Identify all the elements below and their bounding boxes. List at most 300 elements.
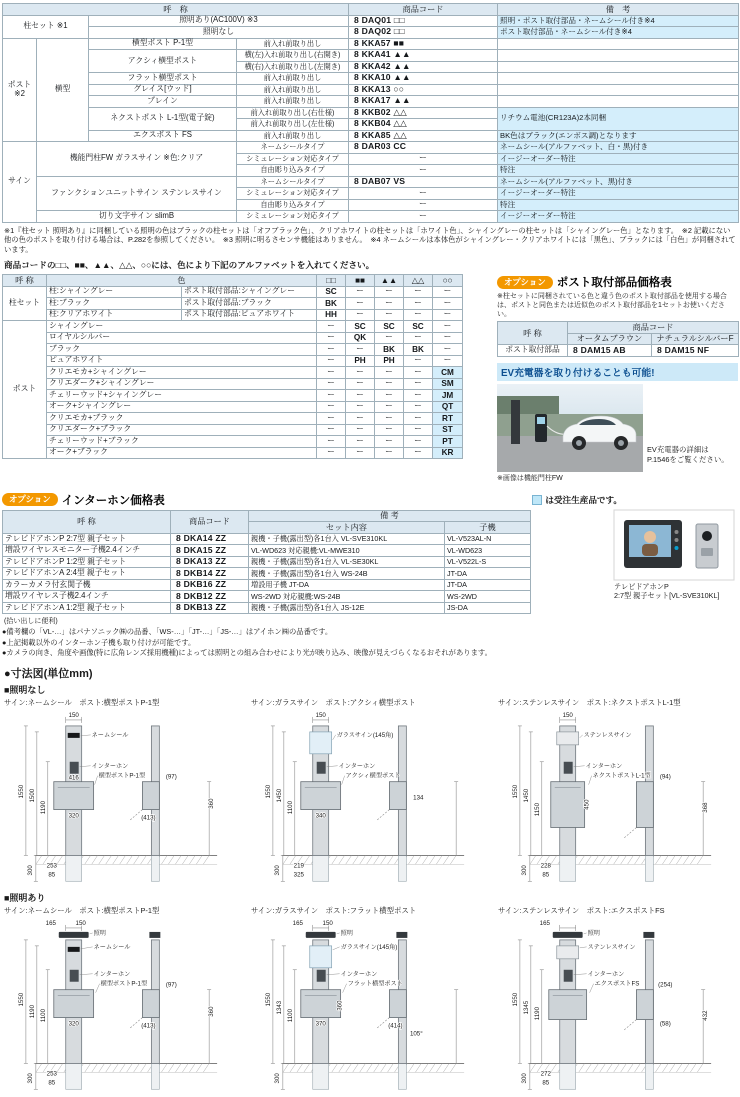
- table-row: [3, 378, 463, 390]
- product-code: 8 DKA15 ZZ: [171, 545, 249, 557]
- product-code: 8 DKB13 ZZ: [171, 602, 249, 614]
- cell: RT: [433, 413, 463, 425]
- dim-annotation: 横型ポストP-1型: [100, 980, 148, 988]
- cell: SC: [375, 321, 404, 333]
- cell: ー: [346, 447, 375, 459]
- cell: JS-DA: [445, 602, 531, 614]
- table-row: [3, 413, 463, 425]
- dim-annotation: ネームシール: [93, 944, 131, 952]
- cell: フラット横型ポスト: [89, 73, 237, 85]
- cell: JT-DA: [445, 568, 531, 580]
- cell: ー: [375, 298, 404, 310]
- dim-annotation: インターホン: [91, 762, 129, 770]
- note-line: ●上記掲載以外のインターホン子機も取り付けが可能です。: [2, 637, 196, 647]
- cell: ー: [346, 436, 375, 448]
- table-row: [3, 96, 739, 108]
- cell: BK色はブラック(エンボス調)となります: [498, 130, 739, 142]
- header-cell: △△: [404, 275, 433, 287]
- header-cell: □□: [317, 275, 346, 287]
- dim-annotation: 320: [68, 1020, 79, 1028]
- cell: ー: [317, 355, 346, 367]
- dim-annotation: 1450: [522, 788, 530, 803]
- header-cell: セット内容: [249, 522, 445, 534]
- cell: WS-2WD 対応親機:WS-24B: [249, 591, 445, 603]
- dim-annotation: 165: [539, 920, 550, 928]
- product-code: 8 KKA57 ■■: [349, 38, 498, 50]
- table-row: [3, 298, 463, 310]
- dim-annotation: 150: [68, 711, 79, 719]
- dim-annotation: インターホン: [587, 970, 625, 978]
- cell: JM: [433, 390, 463, 402]
- cell: イージーオーダー特注: [498, 211, 739, 223]
- dim-annotation: 253: [46, 1070, 57, 1078]
- cell: ー: [404, 401, 433, 413]
- dim-annotation: ガラスサイン(145角): [336, 731, 394, 739]
- product-code: 8 DAB07 VS: [349, 176, 498, 188]
- dim-annotation: 1550: [264, 784, 272, 799]
- intercom-section-header: [2, 492, 738, 508]
- cell: BK: [317, 298, 346, 310]
- color-code-note: 商品コードの□□、■■、▲▲、△△、○○には、色により下記のアルファベットを入れてください。: [4, 260, 375, 271]
- made-to-order-legend: [532, 494, 622, 506]
- cell: クリエダーク+シャイングレー: [47, 378, 317, 390]
- cell: 親機・子機(露出型)各1台入 VL-SE30KL: [249, 556, 445, 568]
- table-row: [498, 345, 739, 357]
- cell: ファンクションユニットサイン ステンレスサイン: [37, 176, 237, 211]
- dim-panel: [496, 904, 738, 1097]
- table-row: [498, 322, 739, 334]
- header-cell: 呼 称: [3, 4, 349, 16]
- cell: ー: [404, 298, 433, 310]
- cell: PT: [433, 436, 463, 448]
- cell: アクシィ横型ポスト: [89, 50, 237, 73]
- cell: HH: [317, 309, 346, 321]
- dim-annotation: 85: [542, 1079, 550, 1087]
- cell: ー: [404, 355, 433, 367]
- dim-annotation: 253: [46, 862, 57, 870]
- cell: テレビドアホンA 1:2型 親子セット: [3, 602, 171, 614]
- header-cell: 呼 称: [3, 275, 47, 287]
- product-code: 8 DKB12 ZZ: [171, 591, 249, 603]
- table-row: [3, 436, 463, 448]
- parts-section-header: [497, 274, 738, 290]
- cell: ー: [346, 344, 375, 356]
- cell: ー: [404, 424, 433, 436]
- cell: ー: [433, 321, 463, 333]
- dim-annotation: インターホン: [93, 970, 131, 978]
- cell: ー: [346, 298, 375, 310]
- cell: 照明あり(AC100V) ※3: [89, 15, 349, 27]
- dim-annotation: 450: [583, 799, 591, 810]
- cell: ー: [433, 355, 463, 367]
- product-code: 8 KKA42 ▲▲: [349, 61, 498, 73]
- table-row: [3, 176, 739, 188]
- cell: 親機・子機(露出型)各1台入 WS-24B: [249, 568, 445, 580]
- dim-panel-caption: サイン:ネームシール ポスト:横型ポストP-1型: [4, 906, 160, 916]
- header-cell: ■■: [346, 275, 375, 287]
- table-row: [3, 309, 463, 321]
- options-column: [497, 274, 738, 483]
- cell: ー: [346, 401, 375, 413]
- dim-annotation: (97): [165, 981, 177, 989]
- header-cell: 備 考: [498, 4, 739, 16]
- cell: 特注: [498, 199, 739, 211]
- cell: ー: [317, 332, 346, 344]
- header-cell: 商品コード: [171, 510, 249, 533]
- dim-annotation: 85: [48, 1079, 56, 1087]
- dim-annotation: ステンレスサイン: [587, 944, 636, 952]
- product-code: 8 DKB14 ZZ: [171, 568, 249, 580]
- intercom-price-table: [2, 510, 531, 615]
- cell: ー: [375, 378, 404, 390]
- product-code: 8 DKA14 ZZ: [171, 533, 249, 545]
- table-row: [3, 367, 463, 379]
- cell: テレビドアホンP 2:7型 親子セット: [3, 533, 171, 545]
- product-code: 8 KKA13 ○○: [349, 84, 498, 96]
- cell: VL-V522L-S: [445, 556, 531, 568]
- product-code: 8 KKA10 ▲▲: [349, 73, 498, 85]
- cell: ー: [346, 413, 375, 425]
- cell: PH: [346, 355, 375, 367]
- table-row: [3, 591, 531, 603]
- header-cell: ナチュラルシルバーF: [652, 333, 739, 345]
- ev-caption: [647, 384, 729, 472]
- dim-panel-caption: サイン:ステンレスサイン ポスト:ネクストポストL-1型: [498, 697, 681, 707]
- dimension-groups: [2, 683, 738, 1097]
- dimension-diagram: [496, 916, 738, 1097]
- table-row: [3, 27, 739, 39]
- dim-annotation: 1100: [286, 1009, 294, 1023]
- cell: ー: [375, 390, 404, 402]
- ev-photo-row: [497, 384, 738, 472]
- cell: VL-V523AL-N: [445, 533, 531, 545]
- cell: ー: [346, 309, 375, 321]
- dim-annotation: 1450: [275, 788, 283, 803]
- intercom-photo: [614, 510, 734, 580]
- cell: ー: [317, 447, 346, 459]
- header-cell: 色: [47, 275, 317, 287]
- cell: ー: [404, 309, 433, 321]
- dim-annotation: 1100: [286, 800, 294, 815]
- cell: シャイングレー: [47, 321, 317, 333]
- dim-annotation: (94): [659, 773, 671, 781]
- cell: BK: [375, 344, 404, 356]
- cell: ー: [346, 286, 375, 298]
- table-row: [3, 50, 739, 62]
- cell: 増設ワイヤレス子機2.4インチ: [3, 591, 171, 603]
- product-code: 8 DKA13 ZZ: [171, 556, 249, 568]
- cell: ー: [317, 367, 346, 379]
- cell: ー: [317, 424, 346, 436]
- cell: ー: [317, 390, 346, 402]
- product-code: 8 DKB16 ZZ: [171, 579, 249, 591]
- cell: 前入れ前取り出し: [237, 38, 349, 50]
- table-row: [3, 355, 463, 367]
- made-to-order-swatch: [532, 495, 542, 505]
- cell: ー: [433, 309, 463, 321]
- cell: グレイス[ウッド]: [89, 84, 237, 96]
- cell: 前入れ前取り出し: [237, 84, 349, 96]
- cell: オーク+ブラック: [47, 447, 317, 459]
- cell: ー: [375, 413, 404, 425]
- cell: ー: [404, 413, 433, 425]
- dim-annotation: 1550: [264, 992, 272, 1007]
- cell: 柱:ブラック: [47, 298, 182, 310]
- table-row: [3, 602, 531, 614]
- cell: [498, 96, 739, 108]
- cell: ー: [404, 378, 433, 390]
- cell: ー: [404, 286, 433, 298]
- cell: サイン: [3, 142, 37, 223]
- dim-annotation: ネクストポストL-1型: [592, 772, 651, 780]
- table-row: [3, 533, 531, 545]
- dim-annotation: 300: [26, 1073, 34, 1084]
- cell: 照明なし: [89, 27, 349, 39]
- dim-annotation: 325: [293, 871, 304, 879]
- dim-annotation: 370: [315, 1020, 326, 1028]
- cell: 親機・子機(露出型)各1台入 VL-SVE310KL: [249, 533, 445, 545]
- cell: 機能門柱FW ガラスサイン ※色:クリア: [37, 142, 237, 177]
- product-code: 8 DAQ01 □□: [349, 15, 498, 27]
- dim-annotation: 360: [336, 1000, 344, 1011]
- cell: ー: [433, 298, 463, 310]
- cell: オーク+シャイングレー: [47, 401, 317, 413]
- dim-annotation: 1190: [533, 1007, 541, 1021]
- cell: SC: [317, 286, 346, 298]
- dim-annotation: 1100: [39, 1009, 47, 1023]
- cell: シミュレーション対応タイプ: [237, 211, 349, 223]
- cell: ネームシール(アルファベット、白・黒)付き: [498, 142, 739, 154]
- parts-price-title: ポスト取付部品価格表: [556, 277, 672, 290]
- dim-annotation: 105°: [409, 1030, 423, 1038]
- cell: 特注: [498, 165, 739, 177]
- cell: QT: [433, 401, 463, 413]
- cell: ー: [375, 309, 404, 321]
- table-row: [3, 424, 463, 436]
- table-row: [3, 510, 531, 522]
- ev-caption-line1: EV充電器の詳細は: [647, 445, 709, 455]
- product-code: 8 DAM15 NF: [652, 345, 739, 357]
- cell: プレイン: [89, 96, 237, 108]
- dim-annotation: 134: [413, 794, 424, 802]
- cell: 横(左)入れ前取り出し(右開き): [237, 50, 349, 62]
- cell: ネームシール(アルファベット、黒)付き: [498, 176, 739, 188]
- header-cell: ○○: [433, 275, 463, 287]
- dim-annotation: (97): [165, 773, 177, 781]
- dim-annotation: アクシィ横型ポスト: [345, 772, 401, 780]
- dim-panel-row: [2, 696, 738, 889]
- pickup-note: (拾い出しに便利): [4, 618, 58, 626]
- table-row: [3, 38, 739, 50]
- intercom-photo-caption-line1: テレビドアホンP: [614, 581, 669, 591]
- cell: シミュレーション対応タイプ: [237, 188, 349, 200]
- dim-annotation: 1150: [533, 802, 541, 817]
- cell: ブラック: [47, 344, 317, 356]
- made-to-order-text: は受注生産品です。: [545, 494, 622, 505]
- dim-annotation: 85: [48, 871, 56, 879]
- cell: テレビドアホンP 1:2型 親子セット: [3, 556, 171, 568]
- cell: 親機・子機(露出型)各1台入 JS-12E: [249, 602, 445, 614]
- cell: 柱:シャイングレー: [47, 286, 182, 298]
- cell: ネクストポスト L-1型(電子錠): [89, 107, 237, 130]
- dim-annotation: (254): [658, 981, 673, 989]
- dim-annotation: 照明: [340, 930, 353, 938]
- cell: ー: [349, 188, 498, 200]
- dim-annotation: インターホン: [585, 762, 623, 770]
- cell: ー: [433, 344, 463, 356]
- dim-panel: [2, 696, 244, 889]
- table-row: [3, 390, 463, 402]
- dim-annotation: 300: [273, 1073, 281, 1084]
- product-code: 8 KKB04 △△: [349, 119, 498, 131]
- cell: SC: [404, 321, 433, 333]
- table-row: [3, 344, 463, 356]
- product-code: 8 DAQ02 □□: [349, 27, 498, 39]
- dim-annotation: (58): [659, 1020, 671, 1028]
- cell: ロイヤルシルバー: [47, 332, 317, 344]
- cell: [498, 73, 739, 85]
- cell: クリエダーク+ブラック: [47, 424, 317, 436]
- cell: 増設ワイヤレスモニター子機2.4インチ: [3, 545, 171, 557]
- cell: ー: [317, 413, 346, 425]
- header-cell: 商品コード: [349, 4, 498, 16]
- cell: SM: [433, 378, 463, 390]
- intercom-row: [2, 510, 738, 658]
- dim-annotation: 150: [562, 711, 573, 719]
- cell: ー: [346, 378, 375, 390]
- cell: クリエモカ+ブラック: [47, 413, 317, 425]
- cell: 自由彫り込みタイプ: [237, 165, 349, 177]
- cell: BK: [404, 344, 433, 356]
- note-line: ●カメラの向き、角度や画像(特に広角レンズ採用機種)によっては照明との組み合わせにより光が映り込み、映像が見えづらくなるおそれがあります。: [2, 647, 492, 657]
- dim-annotation: インターホン: [340, 970, 378, 978]
- intercom-photo-block: [537, 510, 738, 658]
- cell: ー: [317, 321, 346, 333]
- cell: ー: [375, 332, 404, 344]
- cell: 横型ポスト P-1型: [89, 38, 237, 50]
- dim-annotation: 1550: [511, 992, 519, 1007]
- cell: ネームシールタイプ: [237, 142, 349, 154]
- dim-annotation: (414): [388, 1022, 403, 1030]
- cell: テレビドアホンA 2:4型 親子セット: [3, 568, 171, 580]
- cell: 切り文字サイン slimB: [37, 211, 237, 223]
- dim-annotation: 150: [322, 920, 333, 928]
- cell: ー: [375, 436, 404, 448]
- cell: シミュレーション対応タイプ: [237, 153, 349, 165]
- cell: チェリーウッド+ブラック: [47, 436, 317, 448]
- table-row: [3, 211, 739, 223]
- cell: イージーオーダー特注: [498, 188, 739, 200]
- product-code: 8 KKB02 △△: [349, 107, 498, 119]
- intercom-price-title: インターホン価格表: [61, 494, 165, 507]
- footnotes: ※1『柱セット 照明あり』に同梱している照明の色はブラックの柱セットは「オフブラック色」、クリアホワイトの柱セットは「ホワイト色」、シャイングレーの柱セットは「シャイングレー色」となります。 ※2 記載にない他の色のポストを取り付ける場合は、P.282を参照してください。 ※3 照明に明るさセンサ機能はありません。 ※4 ネームシールは本体色がシャイングレー・クリアホワイトには「黒色」、ブラックには「白色」が同梱されています。: [4, 225, 736, 255]
- cell: 前入れ前取り出し: [237, 130, 349, 142]
- cell: ー: [404, 447, 433, 459]
- cell: [498, 84, 739, 96]
- cell: ー: [317, 344, 346, 356]
- cell: 増設用子機 JT-DA: [249, 579, 445, 591]
- dim-annotation: 368: [702, 802, 710, 813]
- cell: 前入れ前取り出し: [237, 96, 349, 108]
- dim-annotation: 1345: [522, 1000, 530, 1015]
- cell: ー: [349, 165, 498, 177]
- dimension-diagram: [249, 916, 491, 1097]
- dim-annotation: 228: [540, 862, 551, 870]
- ev-photo-note: ※画像は機能門柱FW: [497, 474, 563, 482]
- intercom-notes: [2, 627, 531, 658]
- cell: VL-WD623: [445, 545, 531, 557]
- intercom-table-block: [2, 510, 531, 658]
- dim-panel: [249, 904, 491, 1097]
- parts-note: ※柱セットに同梱されている色と違う色のポスト取付部品を使用する場合は、ポストと同色または近似色のポスト取付部品を1セットお使いください。: [497, 293, 727, 319]
- cell: ー: [346, 424, 375, 436]
- dim-annotation: 150: [75, 920, 86, 928]
- table-row: [3, 568, 531, 580]
- dim-annotation: 272: [540, 1070, 551, 1078]
- table-row: [3, 447, 463, 459]
- note-line: ●備考欄の「VL-…」はパナソニック㈱の品番、「WS-…」「JT-…」「JS-…」はアイホン㈱の品番です。: [2, 627, 333, 637]
- dim-annotation: インターホン: [338, 762, 376, 770]
- cell: ー: [317, 436, 346, 448]
- table-row: [3, 321, 463, 333]
- cell: ー: [404, 332, 433, 344]
- dimension-diagram: [2, 708, 244, 889]
- dim-annotation: ネームシール: [91, 731, 129, 739]
- dim-annotation: 1343: [275, 1000, 283, 1015]
- dim-annotation: エクスポストFS: [594, 980, 640, 988]
- option-tag: オプション: [497, 276, 553, 289]
- cell: ー: [349, 211, 498, 223]
- dim-annotation: 360: [208, 1006, 216, 1017]
- parts-price-table: [497, 321, 739, 357]
- dim-annotation: 1550: [17, 784, 25, 799]
- table-row: [3, 401, 463, 413]
- dim-annotation: 1500: [28, 788, 36, 803]
- ev-banner: EV充電器を取り付けることも可能!: [497, 363, 738, 381]
- dimension-diagram: [249, 708, 491, 889]
- cell: チェリーウッド+シャイングレー: [47, 390, 317, 402]
- table-row: [3, 579, 531, 591]
- cell: ー: [375, 367, 404, 379]
- cell: ー: [317, 378, 346, 390]
- cell: ー: [346, 390, 375, 402]
- cell: 前入れ前取り出し(左仕様): [237, 119, 349, 131]
- cell: SC: [346, 321, 375, 333]
- dim-annotation: 165: [45, 920, 56, 928]
- table-row: [3, 107, 739, 119]
- cell: ー: [433, 332, 463, 344]
- dim-annotation: 300: [273, 865, 281, 876]
- dim-annotation: (413): [141, 1022, 156, 1030]
- cell: VL-WD623 対応親機:VL-MWE310: [249, 545, 445, 557]
- product-code: 8 KKA17 ▲▲: [349, 96, 498, 108]
- dim-panel: [496, 696, 738, 889]
- table-row: [3, 556, 531, 568]
- cell: カラーカメラ付玄関子機: [3, 579, 171, 591]
- cell: CM: [433, 367, 463, 379]
- cell: ー: [375, 424, 404, 436]
- dim-panel-caption: サイン:ステンレスサイン ポスト:エクスポストFS: [498, 906, 665, 916]
- cell: 前入れ前取り出し: [237, 73, 349, 85]
- dim-panel-caption: サイン:ガラスサイン ポスト:フラット横型ポスト: [251, 906, 417, 916]
- dim-group-label: ■照明なし: [4, 684, 46, 695]
- function-pole: [511, 400, 520, 444]
- cell: ー: [317, 401, 346, 413]
- dim-annotation: 340: [315, 812, 326, 820]
- dim-annotation: 1190: [39, 800, 47, 815]
- cell: リチウム電池(CR123A)2本同梱: [498, 107, 739, 130]
- dim-annotation: 360: [208, 798, 216, 809]
